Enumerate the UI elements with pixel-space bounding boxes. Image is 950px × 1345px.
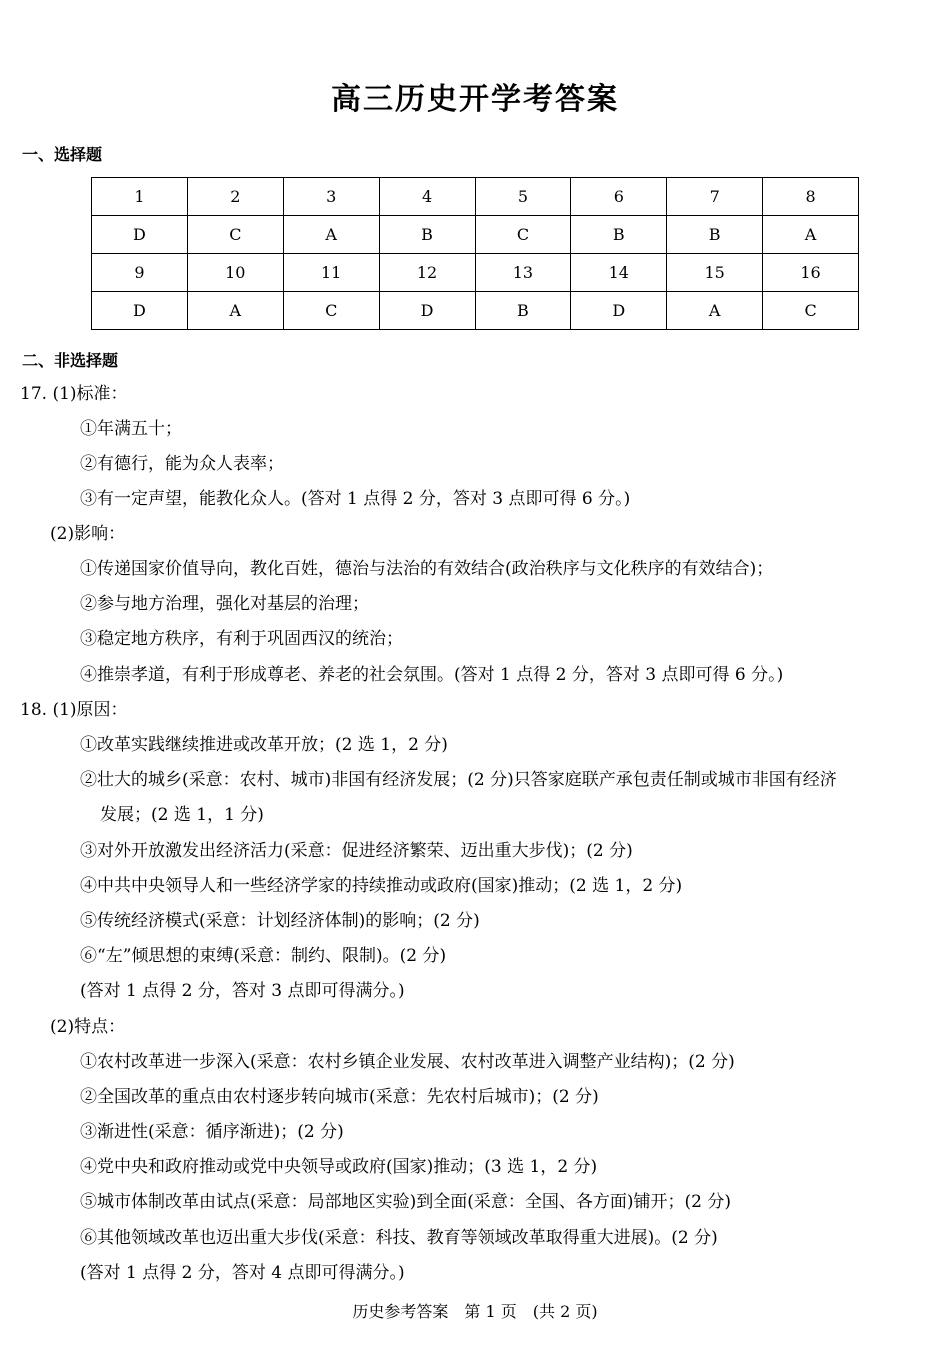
table-cell: C: [475, 216, 571, 254]
q18-part2-heading: (2)特点：: [50, 1017, 126, 1037]
table-cell: 12: [379, 254, 475, 292]
q18-part1-item-continued: 发展；(2 选 1，1 分): [100, 805, 264, 825]
table-cell: 15: [667, 254, 763, 292]
answer-table: [91, 177, 859, 330]
q18-part2-item: ⑤城市体制改革由试点(采意：局部地区实验)到全面(采意：全国、各方面)铺开；(2 分): [80, 1192, 732, 1212]
table-cell: 10: [187, 254, 283, 292]
q18-part1-item: ①改革实践继续推进或改革开放；(2 选 1，2 分): [80, 735, 448, 755]
table-row: [92, 292, 859, 330]
table-row: [92, 254, 859, 292]
table-cell: 3: [283, 178, 379, 216]
table-cell: 1: [92, 178, 188, 216]
table-cell: A: [667, 292, 763, 330]
table-cell: 4: [379, 178, 475, 216]
q17-part2-item: ③稳定地方秩序，有利于巩固西汉的统治；: [80, 629, 403, 649]
q18-part2-item: ①农村改革进一步深入(采意：农村乡镇企业发展、农村改革进入调整产业结构)；(2 分): [80, 1052, 735, 1072]
page-title: 高三历史开学考答案: [331, 82, 619, 117]
table-cell: D: [92, 292, 188, 330]
section-1-heading: 一、选择题: [22, 145, 103, 164]
q18-part1-item: ④中共中央领导人和一些经济学家的持续推动或政府(国家)推动；(2 选 1，2 分): [80, 876, 683, 896]
q17-part2-item: ②参与地方治理，强化对基层的治理；: [80, 594, 369, 614]
table-cell: 13: [475, 254, 571, 292]
table-cell: 2: [187, 178, 283, 216]
table-cell: 8: [763, 178, 859, 216]
table-cell: C: [187, 216, 283, 254]
q18-part2-item: ④党中央和政府推动或党中央领导或政府(国家)推动；(3 选 1，2 分): [80, 1157, 598, 1177]
q18-part2-item: ③渐进性(采意：循序渐进)；(2 分): [80, 1122, 344, 1142]
q18-part1-item: ③对外开放激发出经济活力(采意：促进经济繁荣、迈出重大步伐)；(2 分): [80, 841, 633, 861]
table-cell: A: [763, 216, 859, 254]
table-cell: A: [187, 292, 283, 330]
q17-part1-item: ③有一定声望，能教化众人。(答对 1 点得 2 分，答对 3 点即可得 6 分。): [80, 489, 631, 509]
table-cell: B: [475, 292, 571, 330]
table-cell: 14: [571, 254, 667, 292]
q17-part2-item: ④推崇孝道，有利于形成尊老、养老的社会氛围。(答对 1 点得 2 分，答对 3 点即可得 6 分。): [80, 665, 784, 685]
q18-part2-item: ②全国改革的重点由农村逐步转向城市(采意：先农村后城市)；(2 分): [80, 1087, 599, 1107]
table-cell: C: [763, 292, 859, 330]
section-2-heading: 二、非选择题: [22, 351, 119, 370]
table-cell: 16: [763, 254, 859, 292]
table-cell: D: [92, 216, 188, 254]
q18-part1-note: (答对 1 点得 2 分，答对 3 点即可得满分。): [80, 981, 405, 1001]
q17-part1-item: ①年满五十；: [80, 419, 182, 439]
q18-part1-heading: 18. (1)原因：: [20, 700, 128, 720]
q18-part1-item: ⑥“左”倾思想的束缚(采意：制约、限制)。(2 分): [80, 946, 447, 966]
q17-part2-item: ①传递国家价值导向，教化百姓，德治与法治的有效结合(政治秩序与文化秩序的有效结合)；: [80, 559, 774, 579]
q18-part2-note: (答对 1 点得 2 分，答对 4 点即可得满分。): [80, 1263, 405, 1283]
q17-part2-heading: (2)影响：: [50, 524, 126, 544]
table-row: [92, 216, 859, 254]
table-row: [92, 178, 859, 216]
table-cell: B: [571, 216, 667, 254]
table-cell: D: [379, 292, 475, 330]
page-footer: 历史参考答案 第 1 页 (共 2 页): [352, 1302, 598, 1321]
table-cell: D: [571, 292, 667, 330]
q17-part1-heading: 17. (1)标准：: [20, 384, 128, 404]
table-cell: B: [667, 216, 763, 254]
q17-part1-item: ②有德行，能为众人表率；: [80, 454, 284, 474]
table-cell: 5: [475, 178, 571, 216]
table-cell: C: [283, 292, 379, 330]
q18-part1-item: ⑤传统经济模式(采意：计划经济体制)的影响；(2 分): [80, 911, 480, 931]
table-cell: 7: [667, 178, 763, 216]
q18-part1-item: ②壮大的城乡(采意：农村、城市)非国有经济发展；(2 分)只答家庭联产承包责任制或城市非国有经济: [80, 770, 837, 790]
table-cell: B: [379, 216, 475, 254]
table-cell: A: [283, 216, 379, 254]
table-cell: 6: [571, 178, 667, 216]
q18-part2-item: ⑥其他领域改革也迈出重大步伐(采意：科技、教育等领域改革取得重大进展)。(2 分): [80, 1228, 718, 1248]
table-cell: 9: [92, 254, 188, 292]
table-cell: 11: [283, 254, 379, 292]
